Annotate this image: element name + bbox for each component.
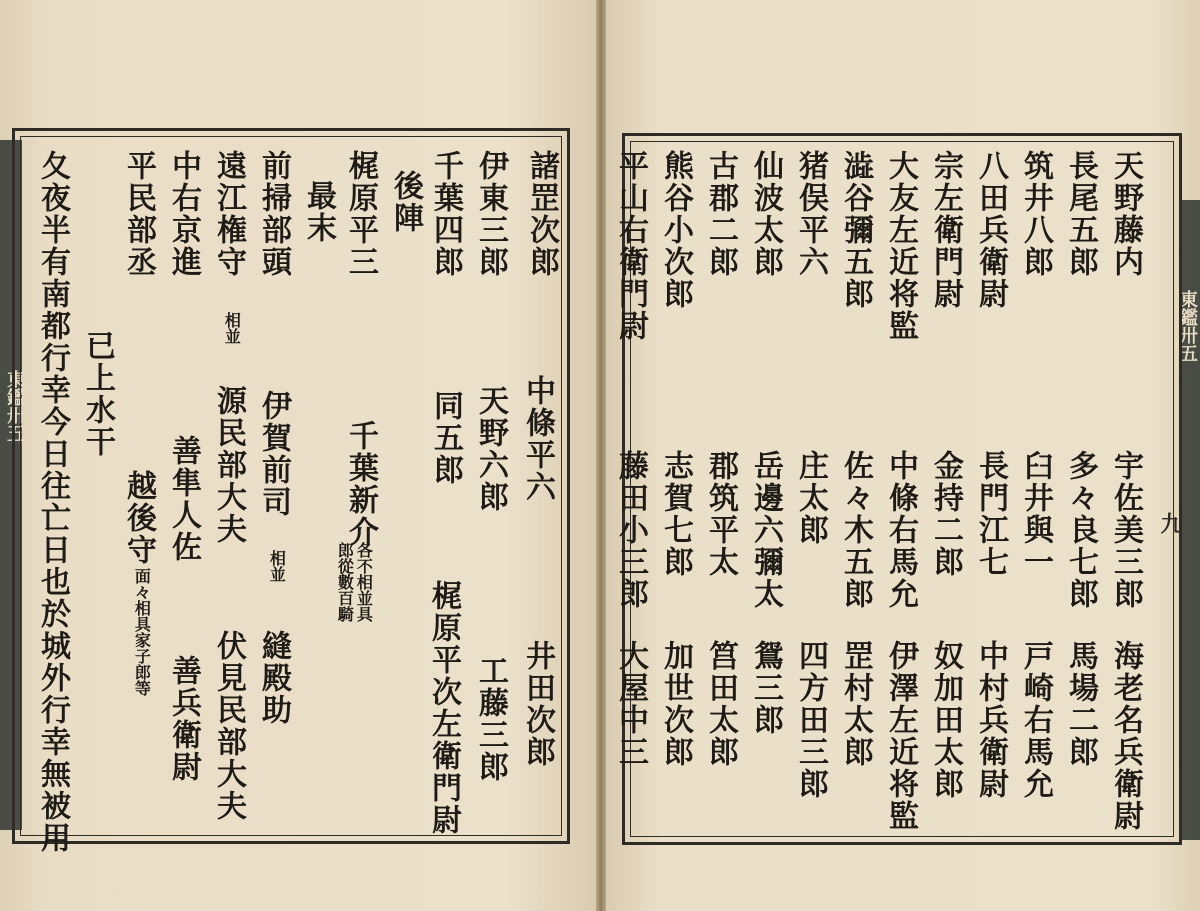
text-column-l2b: 天野六郎: [473, 385, 508, 513]
text-column-r11: 熊谷小次郎: [658, 150, 693, 310]
text-column-l10: 平民部丞: [121, 150, 156, 278]
text-column-r2b: 多々良七郎: [1063, 450, 1098, 610]
text-column-r8b: 庄太郎: [793, 450, 828, 546]
text-column-l9c: 善兵衛尉: [166, 655, 201, 783]
text-column-r11c: 加世次郎: [658, 640, 693, 768]
text-column-l10b: 越後守: [121, 470, 156, 566]
text-column-l9b: 善隼人佐: [166, 435, 201, 563]
text-column-r9b: 岳邊六彌太: [748, 450, 783, 610]
text-column-r4b: 長門江七: [973, 450, 1008, 578]
text-column-l6: 最末: [301, 180, 336, 244]
text-column-r7b: 佐々木五郎: [838, 450, 873, 610]
text-column-l7: 前掃部頭: [256, 150, 291, 278]
text-column-r8c: 四方田三郎: [793, 640, 828, 800]
text-column-l1c: 井田次郎: [520, 640, 555, 768]
text-column-l3b: 同五郎: [428, 390, 463, 486]
text-column-r8: 猪俣平六: [793, 150, 828, 278]
annotation-n2: 相並: [267, 550, 287, 582]
text-column-l8: 遠江権守: [211, 150, 246, 278]
text-column-l4: 後陣: [388, 170, 423, 234]
text-column-r3c: 戸崎右馬允: [1018, 640, 1053, 800]
text-column-r7: 澁谷彌五郎: [838, 150, 873, 310]
text-column-r10c: 筥田太郎: [703, 640, 738, 768]
annotation-n4: 郎從數百騎: [335, 542, 355, 622]
text-column-r12b: 藤田小三郎: [613, 450, 648, 610]
text-column-r1b: 宇佐美三郎: [1108, 450, 1143, 610]
folio-number: 九: [1157, 512, 1183, 534]
text-column-l1b: 中條平六: [520, 375, 555, 503]
text-column-r9c: 鴛三郎: [748, 640, 783, 736]
text-column-l3c: 梶原平次左衛門尉: [426, 580, 461, 836]
text-column-r6: 大友左近将監: [883, 150, 918, 342]
text-column-r1: 天野藤内: [1108, 150, 1143, 278]
text-column-r5b: 金持二郎: [928, 450, 963, 578]
annotation-n3: 各不相並具: [354, 542, 374, 622]
text-column-r3: 筑井八郎: [1018, 150, 1053, 278]
annotation-n5: 面々相具家子郎等: [132, 568, 152, 696]
text-column-r10: 古郡二郎: [703, 150, 738, 278]
right-spine-title: 東鑑卅五: [1177, 290, 1198, 362]
left-spine-title: 東鑑卅五: [4, 370, 25, 442]
text-column-l9: 中右京進: [166, 150, 201, 278]
text-column-r5c: 奴加田太郎: [928, 640, 963, 800]
text-column-r4: 八田兵衛尉: [973, 150, 1008, 310]
text-column-l2c: 工藤三郎: [473, 655, 508, 783]
text-column-r12c: 大屋中三: [613, 640, 648, 768]
text-column-r11b: 志賀七郎: [658, 450, 693, 578]
text-column-l1: 諸罡次郎: [524, 150, 559, 278]
text-column-l8c: 伏見民部大夫: [211, 630, 246, 822]
text-column-r4c: 中村兵衛尉: [973, 640, 1008, 800]
text-column-l7c: 縫殿助: [256, 630, 291, 726]
text-column-r5: 宗左衛門尉: [928, 150, 963, 310]
book-gutter: [596, 0, 606, 911]
text-column-r2c: 馬場二郎: [1063, 640, 1098, 768]
text-column-l12: 夂夜半有南都行幸今日往亡日也於城外行幸無被用: [35, 150, 70, 854]
text-column-r6b: 中條右馬允: [883, 450, 918, 610]
text-column-r7c: 罡村太郎: [838, 640, 873, 768]
text-column-l3: 千葉四郎: [428, 150, 463, 278]
annotation-n1: 相並: [222, 312, 242, 344]
text-column-r2: 長尾五郎: [1063, 150, 1098, 278]
text-column-r10b: 郡筑平太: [703, 450, 738, 578]
text-column-r1c: 海老名兵衛尉: [1108, 640, 1143, 832]
text-column-l11: 已上水干: [80, 330, 115, 458]
text-column-l5: 梶原平三: [343, 150, 378, 278]
text-column-l2: 伊東三郎: [473, 150, 508, 278]
text-column-l5b: 千葉新介: [343, 420, 378, 548]
text-column-r6c: 伊澤左近将監: [883, 640, 918, 832]
text-column-r12: 平山右衛門尉: [613, 150, 648, 342]
text-column-r9: 仙波太郎: [748, 150, 783, 278]
text-column-l8b: 源民部大夫: [211, 385, 246, 545]
text-column-r3b: 臼井與一: [1018, 450, 1053, 578]
text-column-l7b: 伊賀前司: [256, 390, 291, 518]
